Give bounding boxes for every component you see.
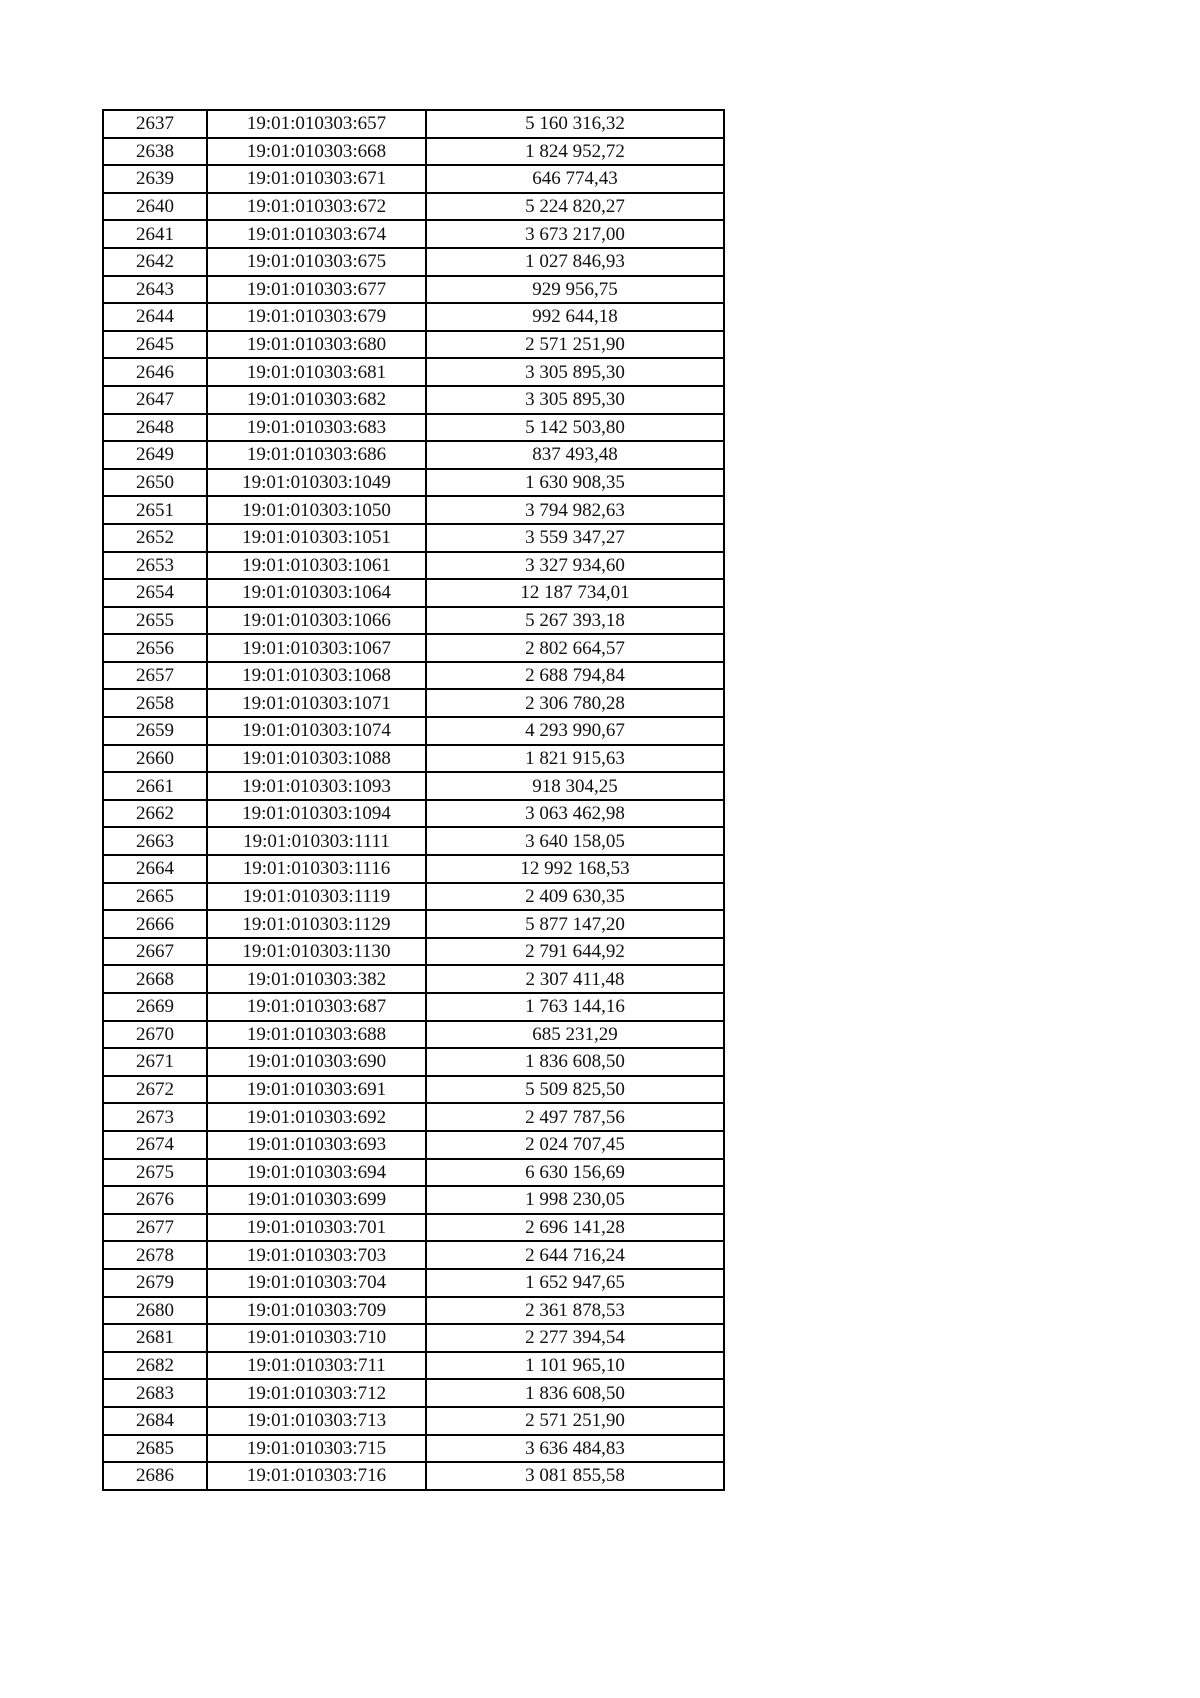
row-number-cell: 2671 (103, 1048, 207, 1076)
cadastral-value-cell: 6 630 156,69 (426, 1159, 724, 1187)
cadastral-value-cell: 1 027 846,93 (426, 248, 724, 276)
cadastral-value-cell: 837 493,48 (426, 441, 724, 469)
cadastral-value-cell: 2 802 664,57 (426, 634, 724, 662)
row-number-cell: 2657 (103, 662, 207, 690)
cadastral-value-cell: 1 824 952,72 (426, 138, 724, 166)
row-number-cell: 2639 (103, 165, 207, 193)
cadastral-number-cell: 19:01:010303:715 (207, 1435, 426, 1463)
cadastral-number-cell: 19:01:010303:1094 (207, 800, 426, 828)
table-row (103, 1076, 724, 1104)
row-number-cell: 2645 (103, 331, 207, 359)
row-number-cell: 2672 (103, 1076, 207, 1104)
row-number-cell: 2649 (103, 441, 207, 469)
table-row (103, 689, 724, 717)
cadastral-value-cell: 2 497 787,56 (426, 1103, 724, 1131)
cadastral-number-cell: 19:01:010303:1066 (207, 607, 426, 635)
cadastral-number-cell: 19:01:010303:716 (207, 1462, 426, 1490)
cadastral-value-cell: 1 836 608,50 (426, 1048, 724, 1076)
cadastral-value-cell: 5 877 147,20 (426, 910, 724, 938)
cadastral-value-cell: 3 794 982,63 (426, 496, 724, 524)
table-row (103, 469, 724, 497)
cadastral-value-cell: 1 763 144,16 (426, 993, 724, 1021)
row-number-cell: 2686 (103, 1462, 207, 1490)
cadastral-number-cell: 19:01:010303:1068 (207, 662, 426, 690)
cadastral-value-cell: 2 688 794,84 (426, 662, 724, 690)
cadastral-number-cell: 19:01:010303:671 (207, 165, 426, 193)
table-row (103, 1269, 724, 1297)
table-row (103, 358, 724, 386)
cadastral-value-cell: 3 063 462,98 (426, 800, 724, 828)
cadastral-value-cell: 3 305 895,30 (426, 358, 724, 386)
row-number-cell: 2670 (103, 1021, 207, 1049)
table-row (103, 1131, 724, 1159)
table-row (103, 276, 724, 304)
row-number-cell: 2637 (103, 110, 207, 138)
cadastral-number-cell: 19:01:010303:1130 (207, 938, 426, 966)
table-row (103, 579, 724, 607)
row-number-cell: 2643 (103, 276, 207, 304)
cadastral-value-cell: 992 644,18 (426, 303, 724, 331)
cadastral-number-cell: 19:01:010303:682 (207, 386, 426, 414)
row-number-cell: 2669 (103, 993, 207, 1021)
table-row (103, 993, 724, 1021)
cadastral-number-cell: 19:01:010303:1067 (207, 634, 426, 662)
cadastral-value-cell: 929 956,75 (426, 276, 724, 304)
cadastral-value-cell: 2 277 394,54 (426, 1324, 724, 1352)
cadastral-number-cell: 19:01:010303:382 (207, 965, 426, 993)
table-row (103, 552, 724, 580)
cadastral-value-cell: 646 774,43 (426, 165, 724, 193)
table-body (103, 110, 724, 1490)
row-number-cell: 2658 (103, 689, 207, 717)
table-row (103, 1048, 724, 1076)
row-number-cell: 2668 (103, 965, 207, 993)
row-number-cell: 2647 (103, 386, 207, 414)
row-number-cell: 2683 (103, 1379, 207, 1407)
table-row (103, 607, 724, 635)
table-row (103, 524, 724, 552)
row-number-cell: 2684 (103, 1407, 207, 1435)
cadastral-number-cell: 19:01:010303:690 (207, 1048, 426, 1076)
cadastral-number-cell: 19:01:010303:1051 (207, 524, 426, 552)
cadastral-number-cell: 19:01:010303:1071 (207, 689, 426, 717)
cadastral-number-cell: 19:01:010303:688 (207, 1021, 426, 1049)
cadastral-number-cell: 19:01:010303:674 (207, 220, 426, 248)
cadastral-number-cell: 19:01:010303:1050 (207, 496, 426, 524)
row-number-cell: 2648 (103, 414, 207, 442)
cadastral-value-cell: 2 571 251,90 (426, 1407, 724, 1435)
row-number-cell: 2678 (103, 1241, 207, 1269)
cadastral-value-cell: 1 652 947,65 (426, 1269, 724, 1297)
cadastral-value-cell: 1 630 908,35 (426, 469, 724, 497)
cadastral-number-cell: 19:01:010303:1111 (207, 827, 426, 855)
table-row (103, 441, 724, 469)
cadastral-number-cell: 19:01:010303:1129 (207, 910, 426, 938)
cadastral-value-cell: 3 559 347,27 (426, 524, 724, 552)
cadastral-number-cell: 19:01:010303:1093 (207, 772, 426, 800)
cadastral-number-cell: 19:01:010303:681 (207, 358, 426, 386)
row-number-cell: 2640 (103, 193, 207, 221)
row-number-cell: 2682 (103, 1352, 207, 1380)
row-number-cell: 2655 (103, 607, 207, 635)
cadastral-value-cell: 5 267 393,18 (426, 607, 724, 635)
cadastral-number-cell: 19:01:010303:691 (207, 1076, 426, 1104)
row-number-cell: 2665 (103, 883, 207, 911)
cadastral-value-cell: 2 024 707,45 (426, 1131, 724, 1159)
cadastral-value-cell: 2 696 141,28 (426, 1214, 724, 1242)
table-row (103, 1241, 724, 1269)
table-row (103, 193, 724, 221)
cadastral-value-cell: 12 187 734,01 (426, 579, 724, 607)
cadastral-value-cell: 1 836 608,50 (426, 1379, 724, 1407)
row-number-cell: 2681 (103, 1324, 207, 1352)
cadastral-number-cell: 19:01:010303:680 (207, 331, 426, 359)
cadastral-number-cell: 19:01:010303:668 (207, 138, 426, 166)
table-row (103, 965, 724, 993)
cadastral-number-cell: 19:01:010303:686 (207, 441, 426, 469)
table-row (103, 1159, 724, 1187)
row-number-cell: 2662 (103, 800, 207, 828)
row-number-cell: 2675 (103, 1159, 207, 1187)
table-row (103, 827, 724, 855)
table-row (103, 938, 724, 966)
cadastral-number-cell: 19:01:010303:699 (207, 1186, 426, 1214)
cadastral-value-table (102, 109, 725, 1491)
row-number-cell: 2651 (103, 496, 207, 524)
table-row (103, 1352, 724, 1380)
table-row (103, 303, 724, 331)
cadastral-number-cell: 19:01:010303:711 (207, 1352, 426, 1380)
cadastral-value-cell: 3 081 855,58 (426, 1462, 724, 1490)
cadastral-number-cell: 19:01:010303:672 (207, 193, 426, 221)
row-number-cell: 2644 (103, 303, 207, 331)
cadastral-value-cell: 5 142 503,80 (426, 414, 724, 442)
table-row (103, 800, 724, 828)
table-row (103, 883, 724, 911)
cadastral-value-cell: 3 636 484,83 (426, 1435, 724, 1463)
cadastral-number-cell: 19:01:010303:1064 (207, 579, 426, 607)
row-number-cell: 2652 (103, 524, 207, 552)
row-number-cell: 2653 (103, 552, 207, 580)
cadastral-number-cell: 19:01:010303:704 (207, 1269, 426, 1297)
table-row (103, 1435, 724, 1463)
cadastral-number-cell: 19:01:010303:713 (207, 1407, 426, 1435)
cadastral-value-cell: 3 640 158,05 (426, 827, 724, 855)
row-number-cell: 2641 (103, 220, 207, 248)
cadastral-number-cell: 19:01:010303:1074 (207, 717, 426, 745)
cadastral-number-cell: 19:01:010303:692 (207, 1103, 426, 1131)
cadastral-number-cell: 19:01:010303:694 (207, 1159, 426, 1187)
cadastral-number-cell: 19:01:010303:693 (207, 1131, 426, 1159)
cadastral-value-cell: 2 791 644,92 (426, 938, 724, 966)
row-number-cell: 2666 (103, 910, 207, 938)
cadastral-number-cell: 19:01:010303:710 (207, 1324, 426, 1352)
table-row (103, 1103, 724, 1131)
cadastral-number-cell: 19:01:010303:703 (207, 1241, 426, 1269)
cadastral-value-cell: 3 327 934,60 (426, 552, 724, 580)
cadastral-value-cell: 1 998 230,05 (426, 1186, 724, 1214)
table-row (103, 634, 724, 662)
table-row (103, 138, 724, 166)
cadastral-value-cell: 4 293 990,67 (426, 717, 724, 745)
row-number-cell: 2677 (103, 1214, 207, 1242)
cadastral-value-cell: 12 992 168,53 (426, 855, 724, 883)
row-number-cell: 2685 (103, 1435, 207, 1463)
cadastral-number-cell: 19:01:010303:657 (207, 110, 426, 138)
cadastral-value-cell: 3 673 217,00 (426, 220, 724, 248)
cadastral-value-cell: 918 304,25 (426, 772, 724, 800)
cadastral-number-cell: 19:01:010303:687 (207, 993, 426, 1021)
row-number-cell: 2650 (103, 469, 207, 497)
cadastral-value-cell: 2 361 878,53 (426, 1297, 724, 1325)
cadastral-value-cell: 2 644 716,24 (426, 1241, 724, 1269)
table-row (103, 248, 724, 276)
cadastral-number-cell: 19:01:010303:683 (207, 414, 426, 442)
row-number-cell: 2661 (103, 772, 207, 800)
cadastral-number-cell: 19:01:010303:701 (207, 1214, 426, 1242)
cadastral-number-cell: 19:01:010303:1088 (207, 745, 426, 773)
cadastral-number-cell: 19:01:010303:1061 (207, 552, 426, 580)
cadastral-number-cell: 19:01:010303:677 (207, 276, 426, 304)
table-row (103, 1462, 724, 1490)
table-row (103, 855, 724, 883)
table-row (103, 745, 724, 773)
table-row (103, 414, 724, 442)
cadastral-value-cell: 2 307 411,48 (426, 965, 724, 993)
cadastral-number-cell: 19:01:010303:1119 (207, 883, 426, 911)
table-row (103, 772, 724, 800)
row-number-cell: 2664 (103, 855, 207, 883)
cadastral-value-cell: 2 306 780,28 (426, 689, 724, 717)
row-number-cell: 2674 (103, 1131, 207, 1159)
row-number-cell: 2646 (103, 358, 207, 386)
row-number-cell: 2656 (103, 634, 207, 662)
cadastral-value-cell: 2 571 251,90 (426, 331, 724, 359)
table-row (103, 496, 724, 524)
table-row (103, 1324, 724, 1352)
cadastral-number-cell: 19:01:010303:1116 (207, 855, 426, 883)
row-number-cell: 2673 (103, 1103, 207, 1131)
table-row (103, 662, 724, 690)
table-row (103, 1021, 724, 1049)
cadastral-value-cell: 2 409 630,35 (426, 883, 724, 911)
row-number-cell: 2642 (103, 248, 207, 276)
row-number-cell: 2680 (103, 1297, 207, 1325)
table-row (103, 1186, 724, 1214)
table-row (103, 910, 724, 938)
row-number-cell: 2659 (103, 717, 207, 745)
table-row (103, 165, 724, 193)
row-number-cell: 2654 (103, 579, 207, 607)
cadastral-number-cell: 19:01:010303:679 (207, 303, 426, 331)
table-row (103, 220, 724, 248)
cadastral-value-cell: 5 509 825,50 (426, 1076, 724, 1104)
cadastral-number-cell: 19:01:010303:675 (207, 248, 426, 276)
row-number-cell: 2663 (103, 827, 207, 855)
row-number-cell: 2638 (103, 138, 207, 166)
table-row (103, 1379, 724, 1407)
cadastral-value-cell: 1 821 915,63 (426, 745, 724, 773)
table-row (103, 717, 724, 745)
table-row (103, 331, 724, 359)
cadastral-value-cell: 685 231,29 (426, 1021, 724, 1049)
table-row (103, 1297, 724, 1325)
table-row (103, 1214, 724, 1242)
row-number-cell: 2679 (103, 1269, 207, 1297)
table-row (103, 386, 724, 414)
row-number-cell: 2660 (103, 745, 207, 773)
row-number-cell: 2676 (103, 1186, 207, 1214)
cadastral-number-cell: 19:01:010303:709 (207, 1297, 426, 1325)
table-row (103, 110, 724, 138)
cadastral-value-cell: 5 160 316,32 (426, 110, 724, 138)
row-number-cell: 2667 (103, 938, 207, 966)
cadastral-number-cell: 19:01:010303:1049 (207, 469, 426, 497)
table-row (103, 1407, 724, 1435)
cadastral-value-cell: 3 305 895,30 (426, 386, 724, 414)
cadastral-value-cell: 1 101 965,10 (426, 1352, 724, 1380)
cadastral-value-cell: 5 224 820,27 (426, 193, 724, 221)
cadastral-number-cell: 19:01:010303:712 (207, 1379, 426, 1407)
